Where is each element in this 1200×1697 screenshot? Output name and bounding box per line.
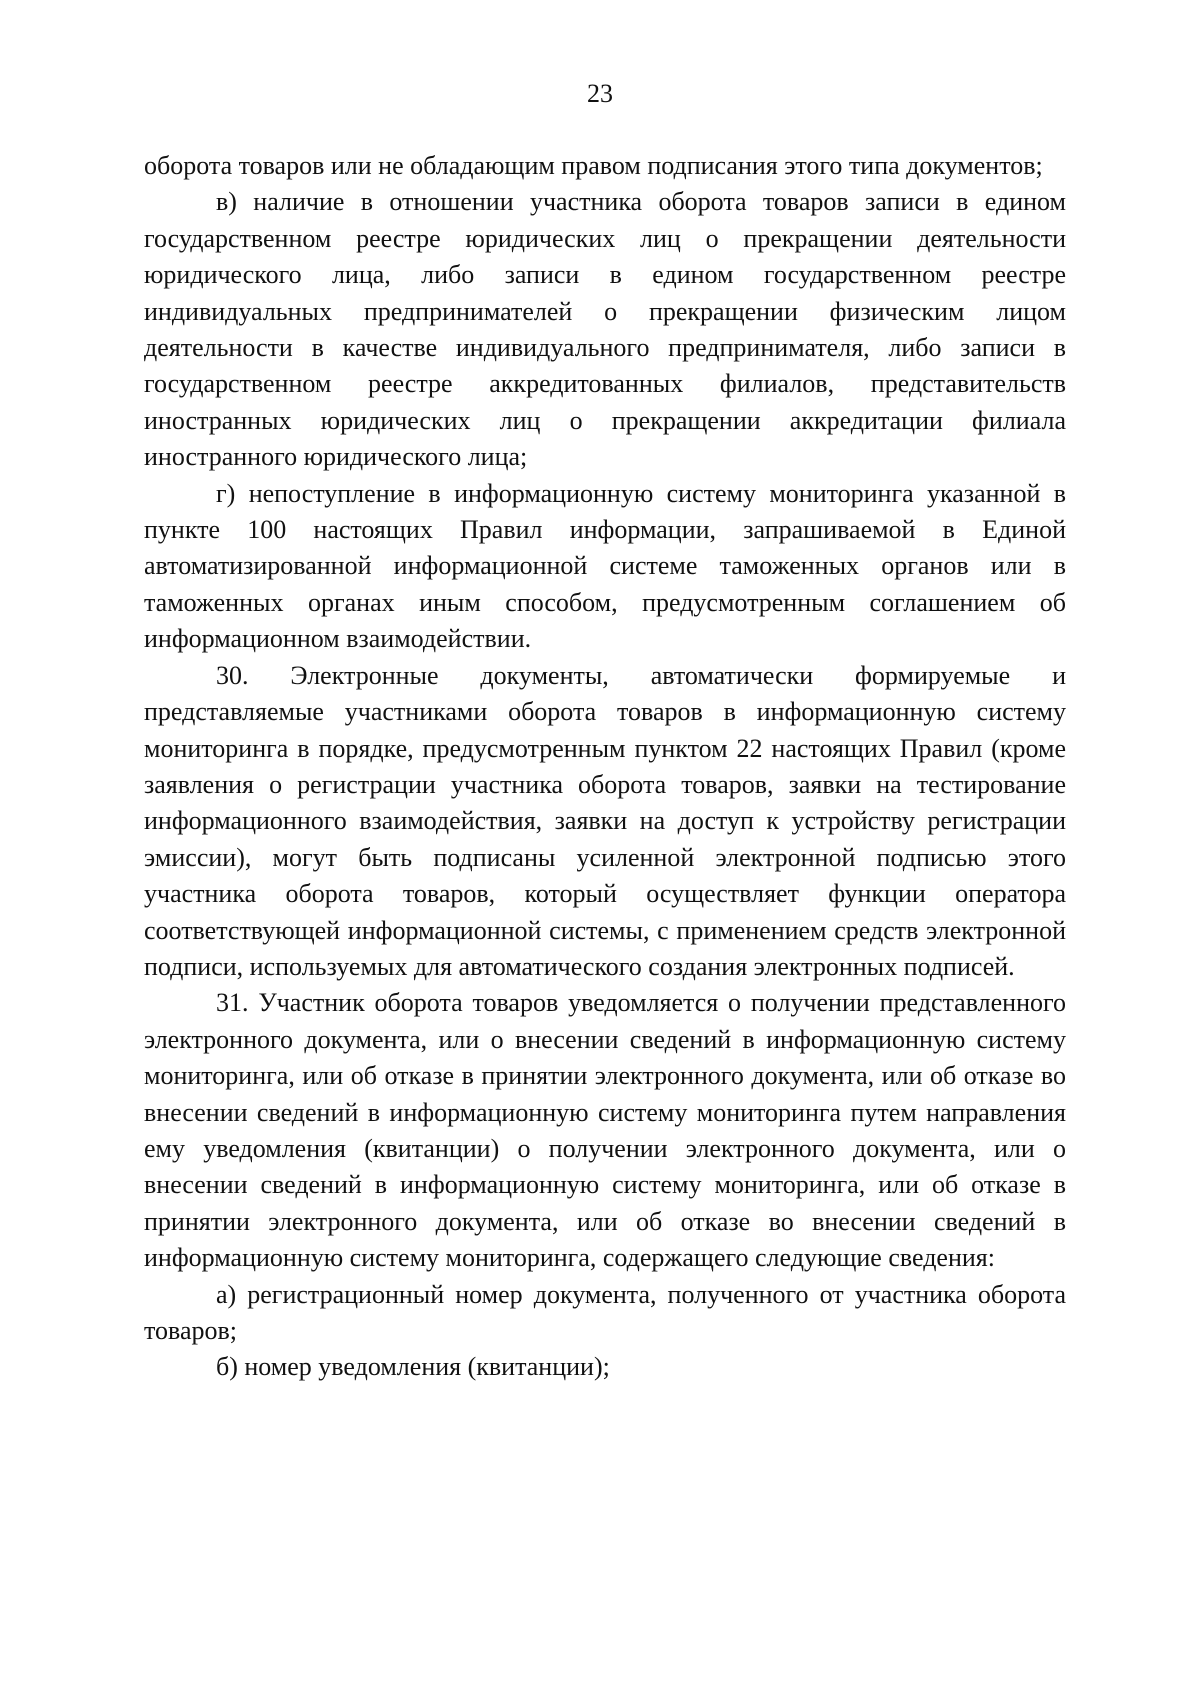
paragraph-item-a: а) регистрационный номер документа, полученного от участника оборота товаров; xyxy=(144,1279,1066,1345)
paragraph-item-b: б) номер уведомления (квитанции); xyxy=(216,1352,610,1382)
page-number: 23 xyxy=(587,79,613,108)
document-body xyxy=(144,148,1066,1386)
paragraph-continuation: оборота товаров или не обладающим правом подписания этого типа документов; xyxy=(144,151,1043,180)
paragraph-31: 31. Участник оборота товаров уведомляется о получении представленного электронного документа, или о внесении сведений в информационную систему мониторинга, или об отказе в принятии электронного документа, или об отказе во внесении сведений в информационную систему мониторинга путем направления ему уведомления (квитанции) о получении электронного документа, или о внесении сведений в информационную систему мониторинга, или об отказе в принятии электронного документа, или об отказе во внесении сведений в информационную систему мониторинга, содержащего следующие сведения: xyxy=(144,988,1066,1273)
paragraph-item-g: г) непоступление в информационную систему мониторинга указанной в пункте 100 настоящих Правил информации, запрашиваемой в Единой автоматизированной информационной системе таможенных органов или в таможенных органах иным способом, предусмотренным соглашением об информационном взаимодействии. xyxy=(144,478,1066,654)
paragraph-item-v: в) наличие в отношении участника оборота товаров записи в едином государственном реестре юридических лиц о прекращении деятельности юридического лица, либо записи в едином государственном реестре индивидуальных предпринимателей о прекращении физическим лицом деятельности в качестве индивидуального предпринимателя, либо записи в государственном реестре аккредитованных филиалов, представительств иностранных юридических лиц о прекращении аккредитации филиала иностранного юридического лица; xyxy=(144,187,1066,472)
paragraph-30: 30. Электронные документы, автоматически формируемые и представляемые участниками оборота товаров в информационную систему мониторинга в порядке, предусмотренным пунктом 22 настоящих Правил (кроме заявления о регистрации участника оборота товаров, заявки на тестирование информационного взаимодействия, заявки на доступ к устройству регистрации эмиссии), могут быть подписаны усиленной электронной подписью этого участника оборота товаров, который осуществляет функции оператора соответствующей информационной системы, с применением средств электронной подписи, используемых для автоматического создания электронных подписей. xyxy=(144,660,1066,981)
